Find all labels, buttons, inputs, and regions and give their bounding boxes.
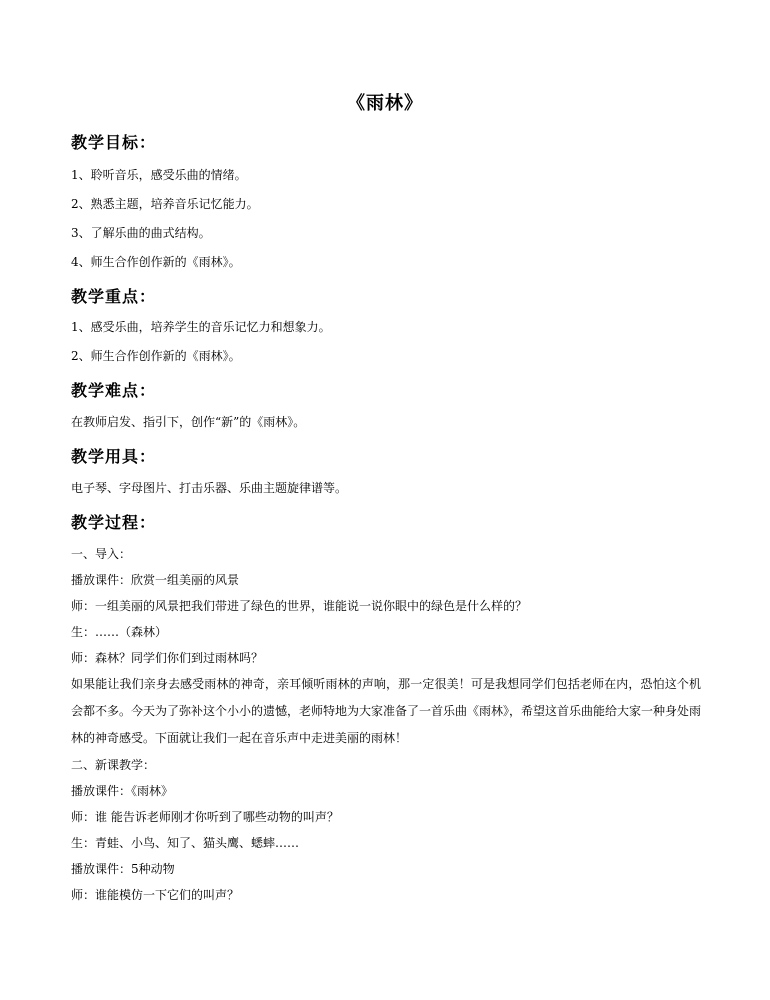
section-heading: 教学重点：: [71, 287, 157, 306]
section-heading: 教学目标：: [71, 133, 157, 152]
paragraph: 如果能让我们亲身去感受雨林的神奇，亲耳倾听雨林的声响，那一定很美！可是我想同学们包括老师在内，恐怕这个机会都不多。今天为了弥补这个小小的遗憾，老师特地为大家准备了一首乐曲《雨林》，希望这首乐曲能给大家一种身处雨林的神奇感受。下面就让我们一起在音乐声中走进美丽的雨林！: [71, 677, 702, 745]
list-item: 电子琴、字母图片、打击乐器、乐曲主题旋律谱等。: [71, 481, 348, 495]
document-body: [71, 128, 701, 903]
section-goals: [71, 132, 701, 270]
list-item: 2、师生合作创作新的《雨林》。: [71, 349, 241, 363]
list-item: 1、感受乐曲，培养学生的音乐记忆力和想象力。: [71, 320, 331, 334]
list-item: 生：青蛙、小鸟、知了、猫头鹰、蟋蟀……: [71, 836, 300, 850]
section-heading: 教学用具：: [71, 447, 157, 466]
list-item: 一、导入：: [71, 547, 132, 561]
list-item: 二、新课教学：: [71, 758, 156, 772]
section-difficulties: [71, 380, 701, 430]
list-item: 在教师启发、指引下，创作“新”的《雨林》。: [71, 415, 306, 429]
list-item: 播放课件：欣赏一组美丽的风景: [71, 573, 240, 587]
section-tools: [71, 446, 701, 496]
list-item: 师：谁 能告诉老师刚才你听到了哪些动物的叫声？: [71, 810, 339, 824]
list-item: 1、聆听音乐，感受乐曲的情绪。: [71, 168, 247, 182]
list-item: 师：谁能模仿一下它们的叫声？: [71, 888, 240, 902]
list-item: 生：……（森林）: [71, 625, 168, 639]
list-item: 播放课件：《雨林》: [71, 784, 174, 798]
section-heading: 教学过程：: [71, 513, 157, 532]
section-process: [71, 512, 701, 903]
section-key-points: [71, 286, 701, 364]
document-title: 《雨林》: [347, 93, 423, 114]
list-item: 播放课件：5种动物: [71, 862, 175, 876]
list-item: 4、师生合作创作新的《雨林》。: [71, 255, 241, 269]
section-heading: 教学难点：: [71, 381, 157, 400]
list-item: 师：森林？同学们你们到过雨林吗？: [71, 651, 264, 665]
list-item: 师：一组美丽的风景把我们带进了绿色的世界，谁能说一说你眼中的绿色是什么样的？: [71, 599, 528, 613]
list-item: 3、了解乐曲的曲式结构。: [71, 226, 211, 240]
list-item: 2、熟悉主题，培养音乐记忆能力。: [71, 197, 259, 211]
